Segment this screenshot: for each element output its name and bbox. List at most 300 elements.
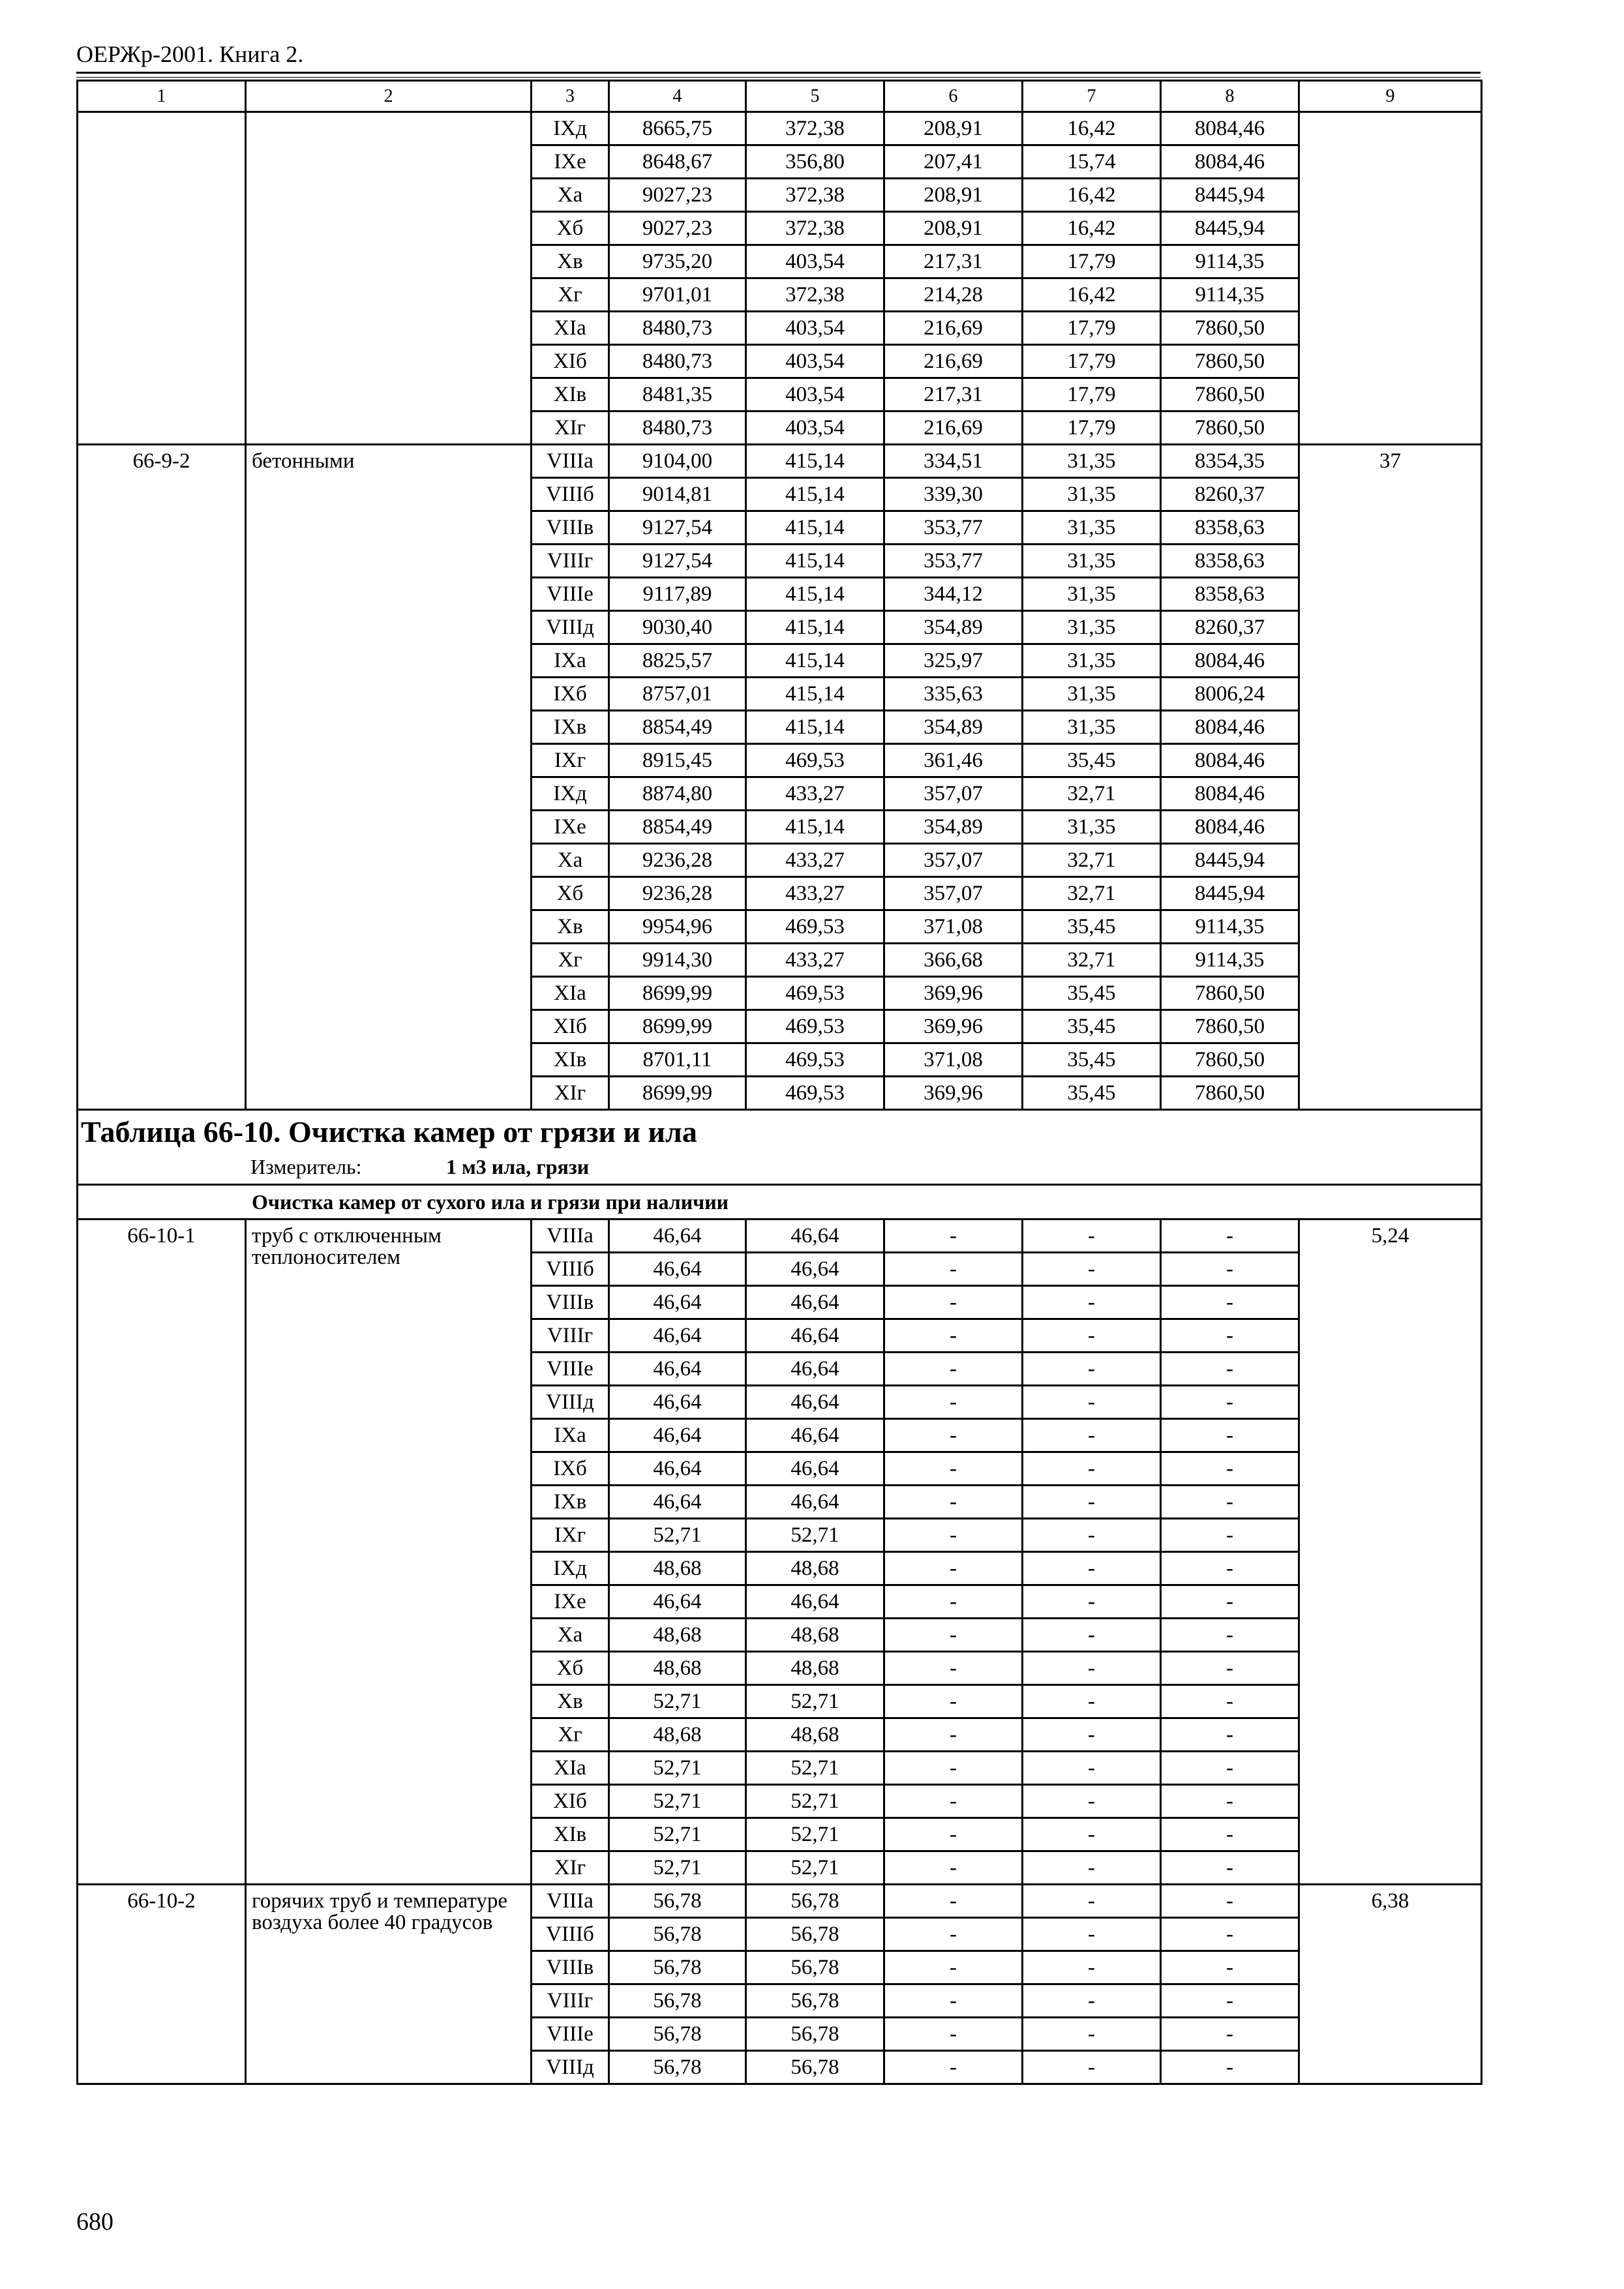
value-cell: 207,41	[884, 145, 1023, 179]
value-cell: -	[1161, 1386, 1299, 1419]
value-cell: 46,64	[609, 1319, 746, 1353]
value-cell: 371,08	[884, 910, 1023, 944]
value-cell: 8358,63	[1161, 511, 1299, 545]
value-cell: 56,78	[746, 1984, 884, 2018]
zone-cell: IXе	[532, 811, 609, 844]
value-cell: -	[1023, 1718, 1161, 1752]
value-cell: 372,38	[746, 212, 884, 245]
zone-cell: XIв	[532, 378, 609, 411]
labour-cell: 5,24	[1299, 1219, 1482, 1885]
value-cell: 32,71	[1023, 844, 1161, 877]
zone-cell: IXе	[532, 1585, 609, 1619]
value-cell: 8915,45	[609, 744, 746, 777]
value-cell: 339,30	[884, 478, 1023, 511]
value-cell: 415,14	[746, 578, 884, 611]
zone-cell: VIIIд	[532, 611, 609, 644]
value-cell: 372,38	[746, 112, 884, 145]
zone-cell: VIIIа	[532, 1219, 609, 1253]
value-cell: 8699,99	[609, 1077, 746, 1110]
value-cell: 7860,50	[1161, 1077, 1299, 1110]
value-cell: -	[1161, 1685, 1299, 1718]
value-cell: -	[1161, 1319, 1299, 1353]
page-number: 680	[76, 2208, 113, 2236]
value-cell: -	[1161, 1253, 1299, 1286]
value-cell: 46,64	[746, 1253, 884, 1286]
value-cell: 46,64	[746, 1585, 884, 1619]
zone-cell: VIIIа	[532, 445, 609, 478]
value-cell: -	[884, 1486, 1023, 1519]
value-cell: 217,31	[884, 245, 1023, 278]
value-cell: 7860,50	[1161, 1043, 1299, 1077]
zone-cell: XIг	[532, 411, 609, 445]
zone-cell: Xа	[532, 1619, 609, 1652]
value-cell: 216,69	[884, 345, 1023, 378]
value-cell: 8445,94	[1161, 179, 1299, 212]
value-cell: -	[1023, 1486, 1161, 1519]
value-cell: 8701,11	[609, 1043, 746, 1077]
section-header-row	[78, 1110, 1482, 1185]
value-cell: -	[1023, 1851, 1161, 1885]
value-cell: 46,64	[609, 1452, 746, 1486]
value-cell: 415,14	[746, 678, 884, 711]
value-cell: 56,78	[609, 2018, 746, 2051]
value-cell: 32,71	[1023, 877, 1161, 910]
value-cell: -	[884, 1918, 1023, 1951]
zone-cell: VIIIд	[532, 1386, 609, 1419]
value-cell: 415,14	[746, 611, 884, 644]
value-cell: 9236,28	[609, 877, 746, 910]
value-cell: -	[1023, 1785, 1161, 1818]
value-cell: -	[1023, 1253, 1161, 1286]
value-cell: 7860,50	[1161, 312, 1299, 345]
value-cell: -	[1161, 2018, 1299, 2051]
zone-cell: Xа	[532, 179, 609, 212]
zone-cell: IXа	[532, 644, 609, 678]
value-cell: 7860,50	[1161, 345, 1299, 378]
value-cell: 35,45	[1023, 910, 1161, 944]
value-cell: 353,77	[884, 511, 1023, 545]
value-cell: 52,71	[746, 1519, 884, 1552]
value-cell: 8358,63	[1161, 578, 1299, 611]
value-cell: 217,31	[884, 378, 1023, 411]
table-row	[78, 445, 1482, 478]
value-cell: 46,64	[609, 1419, 746, 1452]
value-cell: 17,79	[1023, 378, 1161, 411]
value-cell: 353,77	[884, 545, 1023, 578]
value-cell: -	[884, 1552, 1023, 1585]
value-cell: 9114,35	[1161, 944, 1299, 977]
value-cell: 354,89	[884, 611, 1023, 644]
value-cell: -	[884, 1818, 1023, 1851]
zone-cell: IXд	[532, 1552, 609, 1585]
value-cell: 433,27	[746, 877, 884, 910]
value-cell: 214,28	[884, 278, 1023, 312]
value-cell: -	[1161, 1918, 1299, 1951]
zone-cell: Xв	[532, 910, 609, 944]
value-cell: 366,68	[884, 944, 1023, 977]
value-cell: 8445,94	[1161, 844, 1299, 877]
zone-cell: IXе	[532, 145, 609, 179]
zone-cell: VIIIб	[532, 1253, 609, 1286]
value-cell: 46,64	[609, 1253, 746, 1286]
zone-cell: XIв	[532, 1043, 609, 1077]
value-cell: -	[1023, 1319, 1161, 1353]
value-cell: -	[1161, 1519, 1299, 1552]
zone-cell: Xг	[532, 278, 609, 312]
value-cell: 208,91	[884, 179, 1023, 212]
subheading-row	[78, 1185, 1482, 1219]
value-cell: 433,27	[746, 777, 884, 811]
zone-cell: VIIIв	[532, 511, 609, 545]
column-number: 6	[884, 81, 1023, 112]
value-cell: 9735,20	[609, 245, 746, 278]
value-cell: -	[1161, 1452, 1299, 1486]
value-cell: 469,53	[746, 1010, 884, 1043]
zone-cell: XIг	[532, 1851, 609, 1885]
rates-table	[76, 80, 1482, 2085]
value-cell: 8481,35	[609, 378, 746, 411]
value-cell: 8260,37	[1161, 611, 1299, 644]
value-cell: 8854,49	[609, 711, 746, 744]
value-cell: 56,78	[609, 1951, 746, 1984]
work-description	[246, 112, 532, 445]
value-cell: 7860,50	[1161, 977, 1299, 1010]
value-cell: 415,14	[746, 478, 884, 511]
value-cell: 7860,50	[1161, 378, 1299, 411]
work-description: горячих труб и температуре воздуха более 40 градусов	[246, 1885, 532, 2084]
zone-cell: Xб	[532, 212, 609, 245]
zone-cell: IXб	[532, 678, 609, 711]
value-cell: 52,71	[609, 1685, 746, 1718]
zone-cell: VIIIг	[532, 545, 609, 578]
value-cell: 46,64	[746, 1286, 884, 1319]
value-cell: -	[884, 1585, 1023, 1619]
value-cell: 56,78	[609, 2051, 746, 2084]
value-cell: 403,54	[746, 345, 884, 378]
value-cell: 16,42	[1023, 212, 1161, 245]
value-cell: 415,14	[746, 545, 884, 578]
value-cell: 415,14	[746, 445, 884, 478]
value-cell: -	[884, 1253, 1023, 1286]
zone-cell: IXд	[532, 112, 609, 145]
value-cell: -	[1161, 1818, 1299, 1851]
value-cell: 48,68	[609, 1718, 746, 1752]
value-cell: 8665,75	[609, 112, 746, 145]
value-cell: 16,42	[1023, 278, 1161, 312]
value-cell: -	[1161, 1353, 1299, 1386]
value-cell: 357,07	[884, 777, 1023, 811]
value-cell: 56,78	[746, 2018, 884, 2051]
value-cell: 8358,63	[1161, 545, 1299, 578]
table-row	[78, 112, 1482, 145]
value-cell: 354,89	[884, 811, 1023, 844]
value-cell: 469,53	[746, 1043, 884, 1077]
value-cell: 9114,35	[1161, 245, 1299, 278]
zone-cell: IXа	[532, 1419, 609, 1452]
value-cell: -	[1023, 1452, 1161, 1486]
value-cell: -	[884, 1619, 1023, 1652]
labour-cell	[1299, 112, 1482, 445]
value-cell: 17,79	[1023, 245, 1161, 278]
value-cell: 9701,01	[609, 278, 746, 312]
value-cell: 433,27	[746, 844, 884, 877]
value-cell: -	[1161, 1718, 1299, 1752]
value-cell: -	[1023, 1885, 1161, 1918]
value-cell: 469,53	[746, 744, 884, 777]
value-cell: -	[884, 1386, 1023, 1419]
value-cell: 403,54	[746, 378, 884, 411]
unit-label: Измеритель:	[250, 1155, 362, 1178]
rate-code: 66-10-2	[78, 1885, 246, 2084]
value-cell: 31,35	[1023, 811, 1161, 844]
value-cell: 403,54	[746, 312, 884, 345]
value-cell: 56,78	[609, 1918, 746, 1951]
value-cell: -	[884, 1951, 1023, 1984]
work-description: бетонными	[246, 445, 532, 1110]
zone-cell: Xб	[532, 1652, 609, 1685]
zone-cell: IXв	[532, 1486, 609, 1519]
value-cell: 208,91	[884, 212, 1023, 245]
value-cell: 52,71	[746, 1851, 884, 1885]
value-cell: -	[884, 1685, 1023, 1718]
zone-cell: VIIIг	[532, 1319, 609, 1353]
value-cell: 8084,46	[1161, 644, 1299, 678]
value-cell: 52,71	[609, 1818, 746, 1851]
value-cell: 8480,73	[609, 411, 746, 445]
value-cell: -	[1161, 1419, 1299, 1452]
value-cell: 415,14	[746, 511, 884, 545]
zone-cell: XIа	[532, 977, 609, 1010]
zone-cell: VIIIа	[532, 1885, 609, 1918]
value-cell: -	[1161, 1619, 1299, 1652]
value-cell: 415,14	[746, 644, 884, 678]
value-cell: 9027,23	[609, 179, 746, 212]
value-cell: -	[1161, 1752, 1299, 1785]
zone-cell: Xв	[532, 1685, 609, 1718]
value-cell: 16,42	[1023, 179, 1161, 212]
column-number: 5	[746, 81, 884, 112]
zone-cell: XIв	[532, 1818, 609, 1851]
subheading: Очистка камер от сухого ила и грязи при наличии	[78, 1185, 1482, 1219]
value-cell: -	[1023, 1585, 1161, 1619]
value-cell: -	[1023, 1419, 1161, 1452]
value-cell: 469,53	[746, 1077, 884, 1110]
value-cell: -	[1023, 1386, 1161, 1419]
value-cell: 7860,50	[1161, 1010, 1299, 1043]
value-cell: -	[884, 1752, 1023, 1785]
value-cell: -	[884, 1785, 1023, 1818]
value-cell: 48,68	[609, 1619, 746, 1652]
zone-cell: IXв	[532, 711, 609, 744]
value-cell: -	[1161, 1585, 1299, 1619]
value-cell: -	[1161, 1552, 1299, 1585]
value-cell: -	[884, 1984, 1023, 2018]
work-description: труб с отключенным теплоносителем	[246, 1219, 532, 1885]
value-cell: 469,53	[746, 910, 884, 944]
value-cell: -	[884, 1219, 1023, 1253]
value-cell: -	[1023, 1685, 1161, 1718]
zone-cell: XIа	[532, 312, 609, 345]
value-cell: 357,07	[884, 877, 1023, 910]
value-cell: 48,68	[746, 1718, 884, 1752]
measure-unit	[81, 1147, 1478, 1184]
value-cell: 9127,54	[609, 511, 746, 545]
value-cell: 433,27	[746, 944, 884, 977]
value-cell: 9236,28	[609, 844, 746, 877]
value-cell: 46,64	[609, 1286, 746, 1319]
table-title: Таблица 66-10. Очистка камер от грязи и ила	[81, 1115, 697, 1148]
value-cell: 35,45	[1023, 977, 1161, 1010]
value-cell: 9114,35	[1161, 910, 1299, 944]
value-cell: 48,68	[746, 1552, 884, 1585]
value-cell: 56,78	[609, 1984, 746, 2018]
value-cell: 48,68	[746, 1652, 884, 1685]
value-cell: 35,45	[1023, 1010, 1161, 1043]
value-cell: 8445,94	[1161, 877, 1299, 910]
column-number: 9	[1299, 81, 1482, 112]
column-number: 8	[1161, 81, 1299, 112]
value-cell: -	[884, 1851, 1023, 1885]
zone-cell: Xб	[532, 877, 609, 910]
unit-value: 1 м3 ила, грязи	[446, 1155, 590, 1178]
labour-cell: 37	[1299, 445, 1482, 1110]
value-cell: 9014,81	[609, 478, 746, 511]
value-cell: -	[884, 1718, 1023, 1752]
value-cell: -	[1023, 1552, 1161, 1585]
value-cell: 52,71	[609, 1851, 746, 1885]
zone-cell: Xв	[532, 245, 609, 278]
zone-cell: Xг	[532, 944, 609, 977]
value-cell: 48,68	[746, 1619, 884, 1652]
value-cell: 8354,35	[1161, 445, 1299, 478]
value-cell: 9030,40	[609, 611, 746, 644]
value-cell: 31,35	[1023, 644, 1161, 678]
value-cell: 369,96	[884, 1010, 1023, 1043]
value-cell: 52,71	[609, 1519, 746, 1552]
value-cell: 469,53	[746, 977, 884, 1010]
value-cell: 372,38	[746, 179, 884, 212]
value-cell: 325,97	[884, 644, 1023, 678]
value-cell: 372,38	[746, 278, 884, 312]
value-cell: 17,79	[1023, 312, 1161, 345]
zone-cell: XIб	[532, 1785, 609, 1818]
value-cell: 8084,46	[1161, 112, 1299, 145]
value-cell: -	[884, 1419, 1023, 1452]
zone-cell: VIIIв	[532, 1286, 609, 1319]
zone-cell: VIIIе	[532, 578, 609, 611]
value-cell: 35,45	[1023, 1077, 1161, 1110]
column-number: 2	[246, 81, 532, 112]
value-cell: 35,45	[1023, 1043, 1161, 1077]
value-cell: -	[884, 1452, 1023, 1486]
value-cell: 369,96	[884, 1077, 1023, 1110]
value-cell: -	[1161, 1885, 1299, 1918]
zone-cell: VIIIг	[532, 1984, 609, 2018]
value-cell: 46,64	[609, 1386, 746, 1419]
column-number: 7	[1023, 81, 1161, 112]
value-cell: 52,71	[609, 1752, 746, 1785]
header-rule-thin	[76, 77, 1481, 78]
zone-cell: IXд	[532, 777, 609, 811]
zone-cell: XIа	[532, 1752, 609, 1785]
value-cell: -	[1023, 2051, 1161, 2084]
table-row	[78, 1219, 1482, 1253]
zone-cell: Xг	[532, 1718, 609, 1752]
value-cell: 35,45	[1023, 744, 1161, 777]
value-cell: 46,64	[746, 1486, 884, 1519]
value-cell: 46,64	[746, 1319, 884, 1353]
value-cell: 9027,23	[609, 212, 746, 245]
value-cell: 52,71	[746, 1785, 884, 1818]
column-number: 4	[609, 81, 746, 112]
zone-cell: IXб	[532, 1452, 609, 1486]
value-cell: -	[1161, 1219, 1299, 1253]
value-cell: 8480,73	[609, 345, 746, 378]
value-cell: 8006,24	[1161, 678, 1299, 711]
value-cell: 356,80	[746, 145, 884, 179]
value-cell: 344,12	[884, 578, 1023, 611]
value-cell: 52,71	[746, 1818, 884, 1851]
zone-cell: XIг	[532, 1077, 609, 1110]
running-header: ОЕРЖр-2001. Книга 2.	[76, 41, 304, 67]
value-cell: 8084,46	[1161, 777, 1299, 811]
value-cell: 7860,50	[1161, 411, 1299, 445]
value-cell: 52,71	[746, 1685, 884, 1718]
value-cell: 52,71	[609, 1785, 746, 1818]
value-cell: 403,54	[746, 411, 884, 445]
value-cell: 9117,89	[609, 578, 746, 611]
value-cell: 46,64	[609, 1353, 746, 1386]
value-cell: 357,07	[884, 844, 1023, 877]
zone-cell: Xа	[532, 844, 609, 877]
value-cell: 16,42	[1023, 112, 1161, 145]
value-cell: 8480,73	[609, 312, 746, 345]
zone-cell: XIб	[532, 1010, 609, 1043]
value-cell: 8084,46	[1161, 811, 1299, 844]
value-cell: -	[1023, 1286, 1161, 1319]
column-number: 3	[532, 81, 609, 112]
value-cell: 46,64	[609, 1585, 746, 1619]
value-cell: -	[1023, 1619, 1161, 1652]
value-cell: 9104,00	[609, 445, 746, 478]
section-header	[78, 1110, 1482, 1185]
value-cell: 46,64	[609, 1486, 746, 1519]
value-cell: 9914,30	[609, 944, 746, 977]
column-number-row	[78, 81, 1482, 112]
value-cell: 371,08	[884, 1043, 1023, 1077]
value-cell: 52,71	[746, 1752, 884, 1785]
value-cell: -	[1023, 1951, 1161, 1984]
value-cell: 56,78	[746, 1951, 884, 1984]
value-cell: 31,35	[1023, 678, 1161, 711]
value-cell: 46,64	[746, 1419, 884, 1452]
value-cell: 8699,99	[609, 1010, 746, 1043]
value-cell: 208,91	[884, 112, 1023, 145]
value-cell: -	[884, 1353, 1023, 1386]
value-cell: 8757,01	[609, 678, 746, 711]
value-cell: -	[884, 1519, 1023, 1552]
value-cell: 31,35	[1023, 478, 1161, 511]
rate-code: 66-9-2	[78, 445, 246, 1110]
value-cell: 31,35	[1023, 445, 1161, 478]
rate-code: 66-10-1	[78, 1219, 246, 1885]
value-cell: -	[1161, 1785, 1299, 1818]
value-cell: 9954,96	[609, 910, 746, 944]
header-rule	[76, 72, 1481, 74]
value-cell: 8084,46	[1161, 711, 1299, 744]
value-cell: 32,71	[1023, 944, 1161, 977]
value-cell: 31,35	[1023, 711, 1161, 744]
